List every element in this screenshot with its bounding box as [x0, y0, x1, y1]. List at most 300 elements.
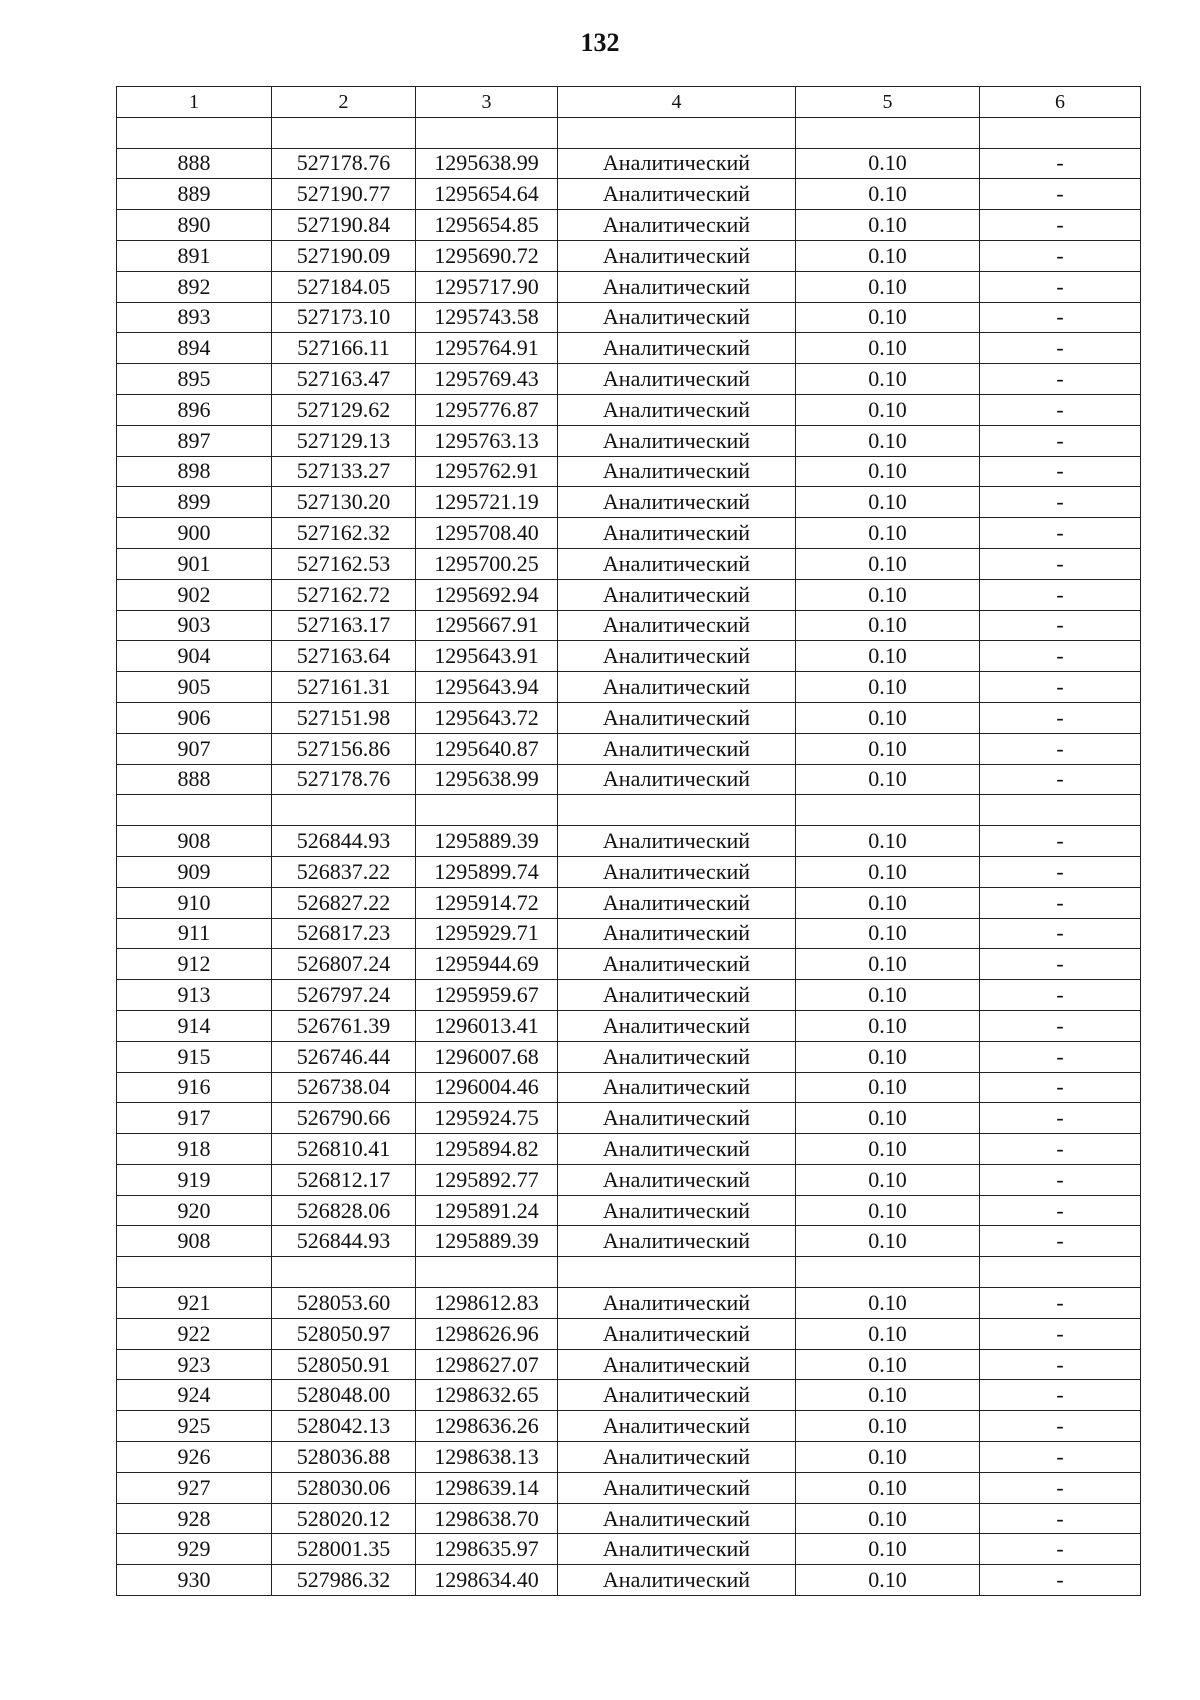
x-coordinate-cell: 527156.86	[272, 733, 416, 764]
accuracy-cell: 0.10	[796, 1134, 980, 1165]
point-number-cell: 893	[117, 302, 272, 333]
method-cell: Аналитический	[558, 271, 796, 302]
point-number-cell: 919	[117, 1164, 272, 1195]
table-row	[117, 1565, 1141, 1596]
y-coordinate-cell	[416, 1257, 558, 1288]
x-coordinate-cell: 526837.22	[272, 856, 416, 887]
accuracy-cell: 0.10	[796, 302, 980, 333]
method-cell: Аналитический	[558, 425, 796, 456]
accuracy-cell: 0.10	[796, 980, 980, 1011]
point-number-cell: 916	[117, 1072, 272, 1103]
method-cell: Аналитический	[558, 1288, 796, 1319]
note-cell: -	[980, 733, 1141, 764]
point-number-cell: 906	[117, 702, 272, 733]
table-row	[117, 733, 1141, 764]
note-cell: -	[980, 1072, 1141, 1103]
x-coordinate-cell: 526761.39	[272, 1010, 416, 1041]
accuracy-cell: 0.10	[796, 394, 980, 425]
table-header	[117, 87, 1141, 118]
note-cell: -	[980, 1534, 1141, 1565]
point-number-cell: 899	[117, 487, 272, 518]
x-coordinate-cell: 526844.93	[272, 1226, 416, 1257]
table-row	[117, 302, 1141, 333]
method-cell: Аналитический	[558, 1411, 796, 1442]
note-cell: -	[980, 240, 1141, 271]
y-coordinate-cell: 1295944.69	[416, 949, 558, 980]
table-row	[117, 672, 1141, 703]
accuracy-cell: 0.10	[796, 1072, 980, 1103]
note-cell: -	[980, 672, 1141, 703]
table-row	[117, 1195, 1141, 1226]
note-cell: -	[980, 425, 1141, 456]
x-coordinate-cell: 528001.35	[272, 1534, 416, 1565]
point-number-cell: 895	[117, 364, 272, 395]
method-cell: Аналитический	[558, 1226, 796, 1257]
accuracy-cell: 0.10	[796, 826, 980, 857]
y-coordinate-cell: 1296013.41	[416, 1010, 558, 1041]
note-cell: -	[980, 610, 1141, 641]
method-cell: Аналитический	[558, 1442, 796, 1473]
point-number-cell: 918	[117, 1134, 272, 1165]
point-number-cell: 914	[117, 1010, 272, 1041]
y-coordinate-cell: 1295889.39	[416, 1226, 558, 1257]
x-coordinate-cell: 526738.04	[272, 1072, 416, 1103]
table-row	[117, 1226, 1141, 1257]
y-coordinate-cell: 1295654.85	[416, 210, 558, 241]
accuracy-cell: 0.10	[796, 1288, 980, 1319]
y-coordinate-cell: 1296007.68	[416, 1041, 558, 1072]
accuracy-cell: 0.10	[796, 179, 980, 210]
note-cell: -	[980, 1134, 1141, 1165]
note-cell: -	[980, 1103, 1141, 1134]
note-cell: -	[980, 271, 1141, 302]
y-coordinate-cell: 1298632.65	[416, 1380, 558, 1411]
x-coordinate-cell: 528050.91	[272, 1349, 416, 1380]
x-coordinate-cell: 527161.31	[272, 672, 416, 703]
y-coordinate-cell: 1295643.91	[416, 641, 558, 672]
point-number-cell: 889	[117, 179, 272, 210]
y-coordinate-cell	[416, 117, 558, 148]
column-header-2: 2	[272, 87, 416, 118]
x-coordinate-cell: 527190.09	[272, 240, 416, 271]
method-cell: Аналитический	[558, 1195, 796, 1226]
note-cell: -	[980, 1565, 1141, 1596]
table-row	[117, 1164, 1141, 1195]
note-cell: -	[980, 1380, 1141, 1411]
accuracy-cell: 0.10	[796, 1380, 980, 1411]
x-coordinate-cell: 526844.93	[272, 826, 416, 857]
method-cell: Аналитический	[558, 240, 796, 271]
table-row	[117, 1288, 1141, 1319]
table-row	[117, 179, 1141, 210]
x-coordinate-cell: 527163.47	[272, 364, 416, 395]
point-number-cell: 911	[117, 918, 272, 949]
method-cell: Аналитический	[558, 333, 796, 364]
accuracy-cell	[796, 1257, 980, 1288]
accuracy-cell: 0.10	[796, 1010, 980, 1041]
x-coordinate-cell: 528053.60	[272, 1288, 416, 1319]
method-cell: Аналитический	[558, 579, 796, 610]
method-cell: Аналитический	[558, 1072, 796, 1103]
x-coordinate-cell: 527133.27	[272, 456, 416, 487]
y-coordinate-cell: 1295959.67	[416, 980, 558, 1011]
note-cell	[980, 1257, 1141, 1288]
x-coordinate-cell: 526807.24	[272, 949, 416, 980]
table-row	[117, 1380, 1141, 1411]
method-cell: Аналитический	[558, 1349, 796, 1380]
y-coordinate-cell: 1295654.64	[416, 179, 558, 210]
x-coordinate-cell: 527129.62	[272, 394, 416, 425]
accuracy-cell: 0.10	[796, 918, 980, 949]
note-cell: -	[980, 148, 1141, 179]
accuracy-cell: 0.10	[796, 240, 980, 271]
accuracy-cell: 0.10	[796, 764, 980, 795]
table-row	[117, 548, 1141, 579]
y-coordinate-cell: 1295889.39	[416, 826, 558, 857]
accuracy-cell: 0.10	[796, 210, 980, 241]
note-cell: -	[980, 333, 1141, 364]
y-coordinate-cell: 1298636.26	[416, 1411, 558, 1442]
note-cell: -	[980, 887, 1141, 918]
x-coordinate-cell: 527184.05	[272, 271, 416, 302]
accuracy-cell: 0.10	[796, 148, 980, 179]
note-cell: -	[980, 1503, 1141, 1534]
method-cell: Аналитический	[558, 487, 796, 518]
table-row	[117, 702, 1141, 733]
x-coordinate-cell: 527178.76	[272, 764, 416, 795]
point-number-cell: 902	[117, 579, 272, 610]
method-cell: Аналитический	[558, 702, 796, 733]
note-cell	[980, 117, 1141, 148]
point-number-cell: 905	[117, 672, 272, 703]
method-cell: Аналитический	[558, 302, 796, 333]
method-cell: Аналитический	[558, 733, 796, 764]
page-number: 132	[580, 28, 620, 57]
accuracy-cell: 0.10	[796, 856, 980, 887]
point-number-cell: 924	[117, 1380, 272, 1411]
method-cell: Аналитический	[558, 918, 796, 949]
point-number-cell: 896	[117, 394, 272, 425]
x-coordinate-cell: 528020.12	[272, 1503, 416, 1534]
accuracy-cell: 0.10	[796, 887, 980, 918]
accuracy-cell: 0.10	[796, 1318, 980, 1349]
method-cell: Аналитический	[558, 1503, 796, 1534]
note-cell: -	[980, 1010, 1141, 1041]
note-cell: -	[980, 1041, 1141, 1072]
table-row	[117, 949, 1141, 980]
table-row	[117, 364, 1141, 395]
table-row	[117, 1534, 1141, 1565]
point-number-cell: 908	[117, 826, 272, 857]
y-coordinate-cell: 1298612.83	[416, 1288, 558, 1319]
accuracy-cell: 0.10	[796, 1349, 980, 1380]
point-number-cell: 907	[117, 733, 272, 764]
table-row	[117, 1472, 1141, 1503]
x-coordinate-cell: 527173.10	[272, 302, 416, 333]
table-row	[117, 1349, 1141, 1380]
x-coordinate-cell: 528036.88	[272, 1442, 416, 1473]
point-number-cell: 888	[117, 764, 272, 795]
method-cell: Аналитический	[558, 1318, 796, 1349]
x-coordinate-cell: 527151.98	[272, 702, 416, 733]
y-coordinate-cell: 1295892.77	[416, 1164, 558, 1195]
point-number-cell: 892	[117, 271, 272, 302]
separator-row	[117, 1257, 1141, 1288]
accuracy-cell: 0.10	[796, 487, 980, 518]
method-cell: Аналитический	[558, 887, 796, 918]
table-row	[117, 1503, 1141, 1534]
x-coordinate-cell: 526810.41	[272, 1134, 416, 1165]
accuracy-cell: 0.10	[796, 1041, 980, 1072]
point-number-cell: 888	[117, 148, 272, 179]
accuracy-cell: 0.10	[796, 271, 980, 302]
accuracy-cell: 0.10	[796, 1195, 980, 1226]
x-coordinate-cell: 528030.06	[272, 1472, 416, 1503]
column-header-3: 3	[416, 87, 558, 118]
y-coordinate-cell: 1298626.96	[416, 1318, 558, 1349]
point-number-cell: 908	[117, 1226, 272, 1257]
point-number-cell: 921	[117, 1288, 272, 1319]
method-cell: Аналитический	[558, 1164, 796, 1195]
table-body	[117, 117, 1141, 1595]
method-cell	[558, 1257, 796, 1288]
note-cell: -	[980, 364, 1141, 395]
y-coordinate-cell	[416, 795, 558, 826]
y-coordinate-cell: 1298634.40	[416, 1565, 558, 1596]
table-row	[117, 487, 1141, 518]
point-number-cell: 898	[117, 456, 272, 487]
x-coordinate-cell: 526828.06	[272, 1195, 416, 1226]
table-row	[117, 1411, 1141, 1442]
accuracy-cell: 0.10	[796, 702, 980, 733]
table-row	[117, 271, 1141, 302]
accuracy-cell: 0.10	[796, 579, 980, 610]
x-coordinate-cell: 526817.23	[272, 918, 416, 949]
coordinates-table	[116, 86, 1141, 1596]
y-coordinate-cell: 1295891.24	[416, 1195, 558, 1226]
method-cell: Аналитический	[558, 179, 796, 210]
x-coordinate-cell: 526746.44	[272, 1041, 416, 1072]
note-cell: -	[980, 1164, 1141, 1195]
accuracy-cell: 0.10	[796, 1103, 980, 1134]
method-cell: Аналитический	[558, 518, 796, 549]
table-row	[117, 764, 1141, 795]
y-coordinate-cell: 1295929.71	[416, 918, 558, 949]
note-cell	[980, 795, 1141, 826]
table-row	[117, 1072, 1141, 1103]
table-row	[117, 240, 1141, 271]
y-coordinate-cell: 1295776.87	[416, 394, 558, 425]
method-cell: Аналитический	[558, 1380, 796, 1411]
note-cell: -	[980, 702, 1141, 733]
table-row	[117, 394, 1141, 425]
method-cell: Аналитический	[558, 148, 796, 179]
note-cell: -	[980, 179, 1141, 210]
table-row	[117, 456, 1141, 487]
y-coordinate-cell: 1295769.43	[416, 364, 558, 395]
x-coordinate-cell: 527129.13	[272, 425, 416, 456]
x-coordinate-cell: 527190.84	[272, 210, 416, 241]
table-row	[117, 579, 1141, 610]
point-number-cell: 925	[117, 1411, 272, 1442]
point-number-cell: 891	[117, 240, 272, 271]
note-cell: -	[980, 918, 1141, 949]
method-cell: Аналитический	[558, 672, 796, 703]
x-coordinate-cell: 527178.76	[272, 148, 416, 179]
y-coordinate-cell: 1295764.91	[416, 333, 558, 364]
note-cell: -	[980, 210, 1141, 241]
note-cell: -	[980, 641, 1141, 672]
note-cell: -	[980, 1288, 1141, 1319]
method-cell: Аналитический	[558, 1041, 796, 1072]
x-coordinate-cell	[272, 1257, 416, 1288]
note-cell: -	[980, 302, 1141, 333]
point-number-cell: 917	[117, 1103, 272, 1134]
x-coordinate-cell: 527162.72	[272, 579, 416, 610]
table-row	[117, 518, 1141, 549]
y-coordinate-cell: 1298639.14	[416, 1472, 558, 1503]
separator-row	[117, 117, 1141, 148]
accuracy-cell: 0.10	[796, 425, 980, 456]
table-row	[117, 918, 1141, 949]
point-number-cell: 926	[117, 1442, 272, 1473]
note-cell: -	[980, 1472, 1141, 1503]
accuracy-cell: 0.10	[796, 641, 980, 672]
y-coordinate-cell: 1295763.13	[416, 425, 558, 456]
x-coordinate-cell: 527162.53	[272, 548, 416, 579]
point-number-cell	[117, 117, 272, 148]
note-cell: -	[980, 1442, 1141, 1473]
accuracy-cell: 0.10	[796, 1164, 980, 1195]
y-coordinate-cell: 1295717.90	[416, 271, 558, 302]
table-row	[117, 1010, 1141, 1041]
point-number-cell: 890	[117, 210, 272, 241]
y-coordinate-cell: 1295721.19	[416, 487, 558, 518]
x-coordinate-cell	[272, 117, 416, 148]
accuracy-cell: 0.10	[796, 364, 980, 395]
table-row	[117, 1318, 1141, 1349]
y-coordinate-cell: 1296004.46	[416, 1072, 558, 1103]
x-coordinate-cell: 527162.32	[272, 518, 416, 549]
y-coordinate-cell: 1295894.82	[416, 1134, 558, 1165]
note-cell: -	[980, 826, 1141, 857]
point-number-cell: 910	[117, 887, 272, 918]
table-row	[117, 610, 1141, 641]
method-cell: Аналитический	[558, 1010, 796, 1041]
point-number-cell: 923	[117, 1349, 272, 1380]
y-coordinate-cell: 1295643.72	[416, 702, 558, 733]
y-coordinate-cell: 1298635.97	[416, 1534, 558, 1565]
x-coordinate-cell: 527163.64	[272, 641, 416, 672]
note-cell: -	[980, 980, 1141, 1011]
accuracy-cell: 0.10	[796, 1472, 980, 1503]
y-coordinate-cell: 1295700.25	[416, 548, 558, 579]
accuracy-cell: 0.10	[796, 1503, 980, 1534]
accuracy-cell: 0.10	[796, 1226, 980, 1257]
point-number-cell: 927	[117, 1472, 272, 1503]
note-cell: -	[980, 1318, 1141, 1349]
method-cell: Аналитический	[558, 826, 796, 857]
note-cell: -	[980, 1195, 1141, 1226]
accuracy-cell: 0.10	[796, 548, 980, 579]
method-cell: Аналитический	[558, 456, 796, 487]
note-cell: -	[980, 764, 1141, 795]
x-coordinate-cell: 526812.17	[272, 1164, 416, 1195]
point-number-cell: 894	[117, 333, 272, 364]
column-header-1: 1	[117, 87, 272, 118]
y-coordinate-cell: 1295640.87	[416, 733, 558, 764]
table-row	[117, 856, 1141, 887]
table-row	[117, 826, 1141, 857]
point-number-cell: 912	[117, 949, 272, 980]
note-cell: -	[980, 1349, 1141, 1380]
table-row	[117, 425, 1141, 456]
method-cell: Аналитический	[558, 1534, 796, 1565]
point-number-cell: 922	[117, 1318, 272, 1349]
y-coordinate-cell: 1295667.91	[416, 610, 558, 641]
point-number-cell	[117, 795, 272, 826]
x-coordinate-cell: 527163.17	[272, 610, 416, 641]
method-cell: Аналитический	[558, 764, 796, 795]
table-row	[117, 1442, 1141, 1473]
y-coordinate-cell: 1298627.07	[416, 1349, 558, 1380]
table-row	[117, 210, 1141, 241]
point-number-cell: 904	[117, 641, 272, 672]
x-coordinate-cell	[272, 795, 416, 826]
point-number-cell: 913	[117, 980, 272, 1011]
y-coordinate-cell: 1295708.40	[416, 518, 558, 549]
x-coordinate-cell: 526797.24	[272, 980, 416, 1011]
point-number-cell: 928	[117, 1503, 272, 1534]
y-coordinate-cell: 1295692.94	[416, 579, 558, 610]
method-cell: Аналитический	[558, 1472, 796, 1503]
method-cell	[558, 117, 796, 148]
y-coordinate-cell: 1295899.74	[416, 856, 558, 887]
method-cell: Аналитический	[558, 1103, 796, 1134]
separator-row	[117, 795, 1141, 826]
x-coordinate-cell: 526790.66	[272, 1103, 416, 1134]
x-coordinate-cell: 527130.20	[272, 487, 416, 518]
table-row	[117, 1041, 1141, 1072]
accuracy-cell: 0.10	[796, 733, 980, 764]
point-number-cell: 915	[117, 1041, 272, 1072]
method-cell: Аналитический	[558, 1134, 796, 1165]
point-number-cell: 920	[117, 1195, 272, 1226]
accuracy-cell: 0.10	[796, 1442, 980, 1473]
column-header-6: 6	[980, 87, 1141, 118]
point-number-cell: 897	[117, 425, 272, 456]
point-number-cell: 930	[117, 1565, 272, 1596]
method-cell: Аналитический	[558, 980, 796, 1011]
header-row	[117, 87, 1141, 118]
note-cell: -	[980, 856, 1141, 887]
x-coordinate-cell: 528050.97	[272, 1318, 416, 1349]
point-number-cell: 903	[117, 610, 272, 641]
column-header-4: 4	[558, 87, 796, 118]
column-header-5: 5	[796, 87, 980, 118]
note-cell: -	[980, 949, 1141, 980]
method-cell: Аналитический	[558, 949, 796, 980]
accuracy-cell: 0.10	[796, 672, 980, 703]
note-cell: -	[980, 394, 1141, 425]
y-coordinate-cell: 1295638.99	[416, 764, 558, 795]
accuracy-cell	[796, 795, 980, 826]
method-cell: Аналитический	[558, 610, 796, 641]
point-number-cell: 909	[117, 856, 272, 887]
accuracy-cell: 0.10	[796, 1534, 980, 1565]
point-number-cell: 900	[117, 518, 272, 549]
x-coordinate-cell: 528042.13	[272, 1411, 416, 1442]
